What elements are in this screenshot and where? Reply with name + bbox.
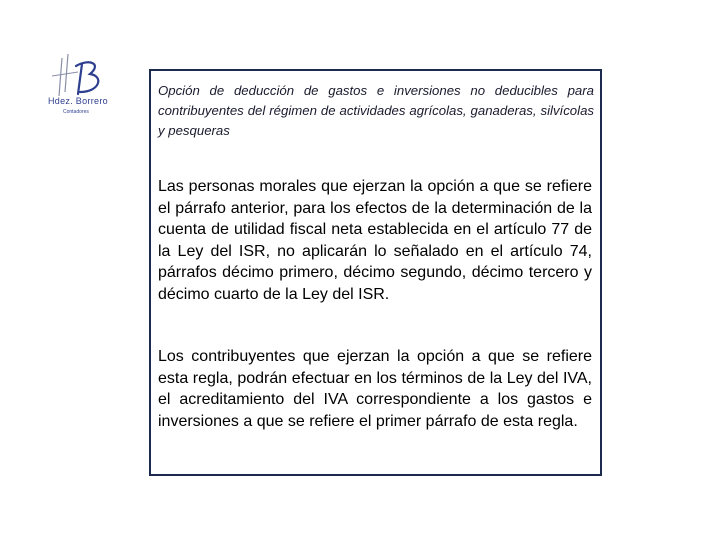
paragraph-iva: Los contribuyentes que ejerzan la opción a que se refiere esta regla, podrán efectuar en los términos de la Ley del IVA, el acreditamiento del IVA correspondiente a los gastos e inversiones a que se refiere el primer párrafo de esta regla.: [158, 348, 592, 430]
card-heading: Opción de deducción de gastos e inversiones no deducibles para contribuyentes del régimen de actividades agrícolas, ganaderas, silvícolas y pesqueras: [158, 83, 594, 138]
paragraph-isr: Las personas morales que ejerzan la opción a que se refiere el párrafo anterior, para los efectos de la determinación de la cuenta de utilidad fiscal neta establecida en el artículo 77 de la Ley del ISR, no aplicarán lo señalado en el artículo 74, párrafos décimo primero, décimo segundo, décimo tercero y décimo cuarto de la Ley del ISR.: [158, 178, 592, 303]
content-card: [149, 69, 602, 476]
logo-company-subtitle: Contadores: [63, 109, 89, 115]
company-logo: [38, 52, 118, 122]
hb-monogram-icon: [38, 52, 118, 100]
logo-company-name: Hdez. Borrero: [48, 96, 108, 106]
